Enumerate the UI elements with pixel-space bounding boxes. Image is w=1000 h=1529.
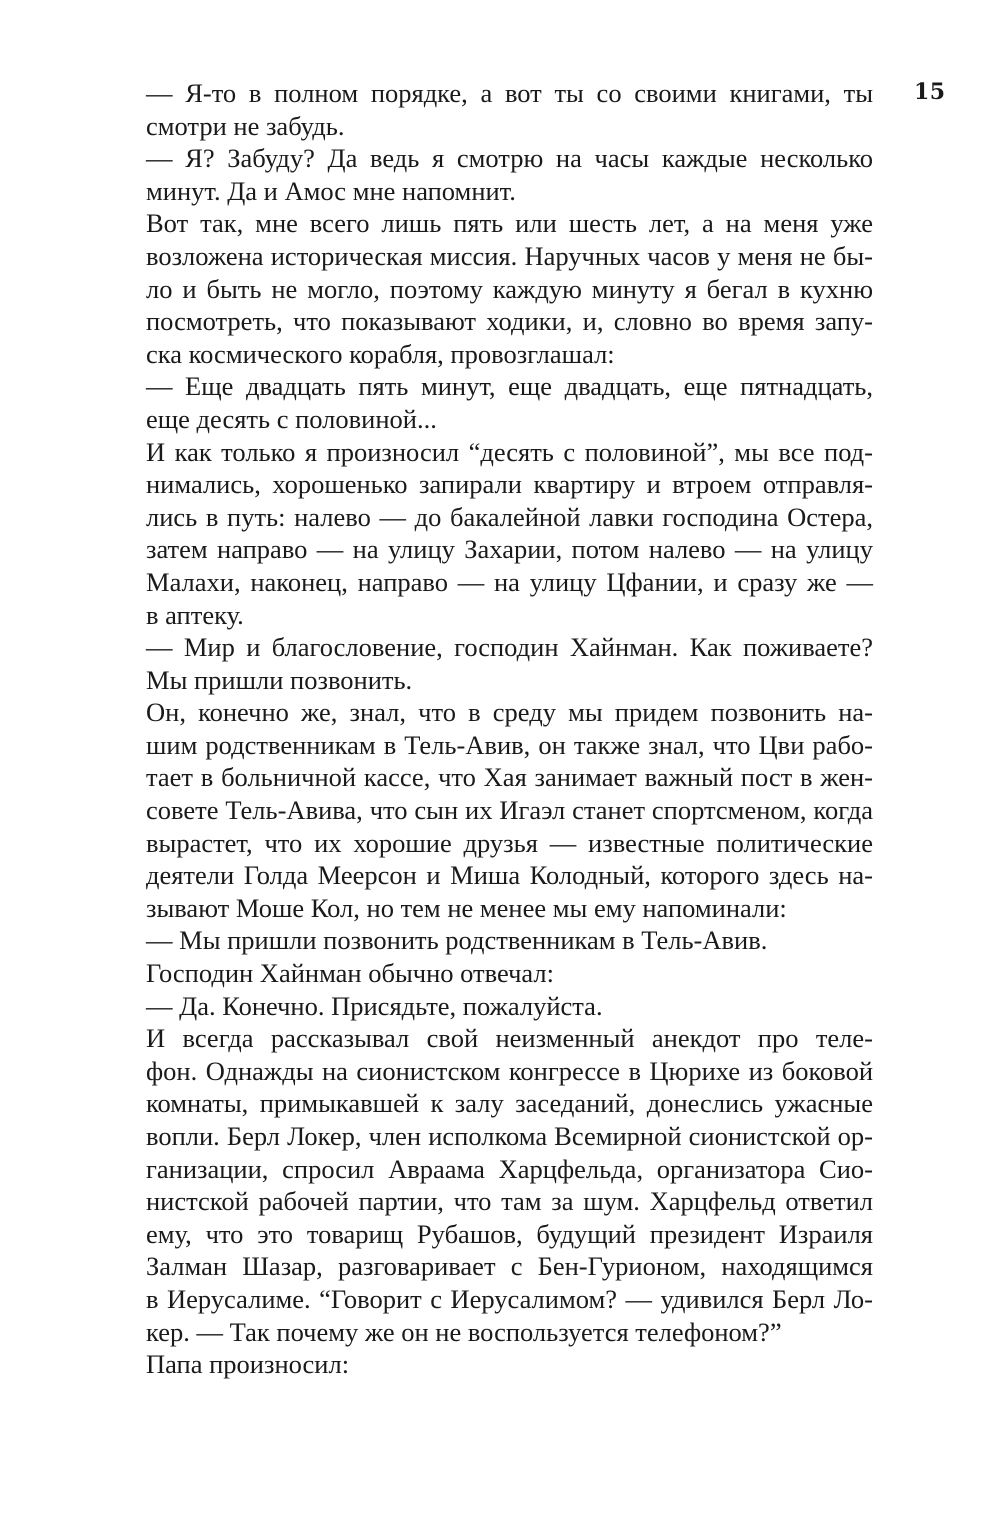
text-line: нимались, хорошенько запирали квартиру и втроем отправля-: [146, 469, 873, 500]
paragraph: [146, 696, 873, 924]
paragraph: [146, 990, 873, 1023]
text-line: нистской рабочей партии, что там за шум. Харцфельд ответил: [146, 1186, 873, 1217]
text-line: смотри не забудь.: [146, 110, 345, 141]
text-line: совете Тель-Авива, что сын их Игаэл станет спортсменом, когда: [146, 795, 873, 826]
text-line: фон. Однажды на сионистском конгрессе в Цюрихе из боковой: [146, 1055, 873, 1086]
text-line: Малахи, наконец, направо — на улицу Цфании, и сразу же —: [146, 566, 873, 597]
text-line: минут. Да и Амос мне напомнит.: [146, 175, 516, 206]
page-number: 15: [914, 79, 946, 105]
paragraph: [146, 370, 873, 435]
paragraph: [146, 77, 873, 142]
text-line: шим родственникам в Тель-Авив, он также знал, что Цви рабо-: [146, 729, 873, 760]
text-line: кер. — Так почему же он не воспользуется телефоном?”: [146, 1316, 782, 1347]
text-line: вопли. Берл Локер, член исполкома Всемирной сионистской ор-: [146, 1121, 873, 1151]
text-line: комнаты, примыкавшей к залу заседаний, донеслись ужасные: [146, 1088, 873, 1119]
text-line: ло и быть не могло, поэтому каждую минуту я бегал в кухню: [146, 273, 873, 304]
paragraph: [146, 207, 873, 370]
text-line: деятели Голда Меерсон и Миша Колодный, которого здесь на-: [146, 860, 873, 891]
text-line: — Я? Забуду? Да ведь я смотрю на часы каждые несколько: [146, 143, 873, 174]
text-line: — Мир и благословение, господин Хайнман. Как поживаете?: [146, 632, 873, 663]
paragraph: [146, 924, 873, 957]
text-line: возложена историческая миссия. Наручных часов у меня не бы-: [146, 240, 873, 271]
text-line: в Иерусалиме. “Говорит с Иерусалимом? — удивился Берл Ло-: [146, 1283, 873, 1314]
body-text: [146, 77, 873, 1381]
text-line: в аптеку.: [146, 599, 244, 630]
text-line: — Я-то в полном порядке, а вот ты со своими книгами, ты: [146, 78, 873, 108]
text-line: Залман Шазар, разговаривает с Бен-Гурионом, находящимся: [146, 1251, 873, 1282]
text-line: лись в путь: налево — до бакалейной лавки господина Остера,: [146, 501, 873, 532]
text-line: — Еще двадцать пять минут, еще двадцать, еще пятнадцать,: [146, 371, 873, 402]
paragraph: [146, 957, 873, 990]
text-line: Он, конечно же, знал, что в среду мы придем позвонить на-: [146, 697, 873, 728]
paragraph: [146, 631, 873, 696]
text-line: ска космического корабля, провозглашал:: [146, 338, 615, 369]
text-line: посмотреть, что показывают ходики, и, словно во время запу-: [146, 306, 873, 337]
text-line: Папа произносил:: [146, 1349, 350, 1380]
text-line: ему, что это товарищ Рубашов, будущий президент Израиля: [146, 1218, 873, 1249]
text-line: Господин Хайнман обычно отвечал:: [146, 958, 554, 989]
text-line: затем направо — на улицу Захарии, потом налево — на улицу: [146, 534, 873, 565]
text-line: ганизации, спросил Авраама Харцфельда, организатора Сио-: [146, 1153, 873, 1184]
paragraph: [146, 1022, 873, 1348]
text-line: тает в больничной кассе, что Хая занимает важный пост в жен-: [146, 762, 873, 793]
paragraph: [146, 1348, 873, 1381]
paragraph: [146, 436, 873, 632]
text-line: И всегда рассказывал свой неизменный анекдот про теле-: [146, 1023, 873, 1054]
text-line: И как только я произносил “десять с половиной”, мы все под-: [146, 436, 873, 467]
text-line: еще десять с половиной...: [146, 403, 437, 434]
text-line: зывают Моше Кол, но тем не менее мы ему напоминали:: [146, 892, 787, 923]
paragraph: [146, 142, 873, 207]
text-line: Мы пришли позвонить.: [146, 664, 413, 695]
text-line: Вот так, мне всего лишь пять или шесть лет, а на меня уже: [146, 208, 873, 239]
text-line: — Мы пришли позвонить родственникам в Тель-Авив.: [146, 925, 768, 956]
text-line: вырастет, что их хорошие друзья — известные политические: [146, 827, 873, 858]
text-line: — Да. Конечно. Присядьте, пожалуйста.: [146, 990, 603, 1021]
